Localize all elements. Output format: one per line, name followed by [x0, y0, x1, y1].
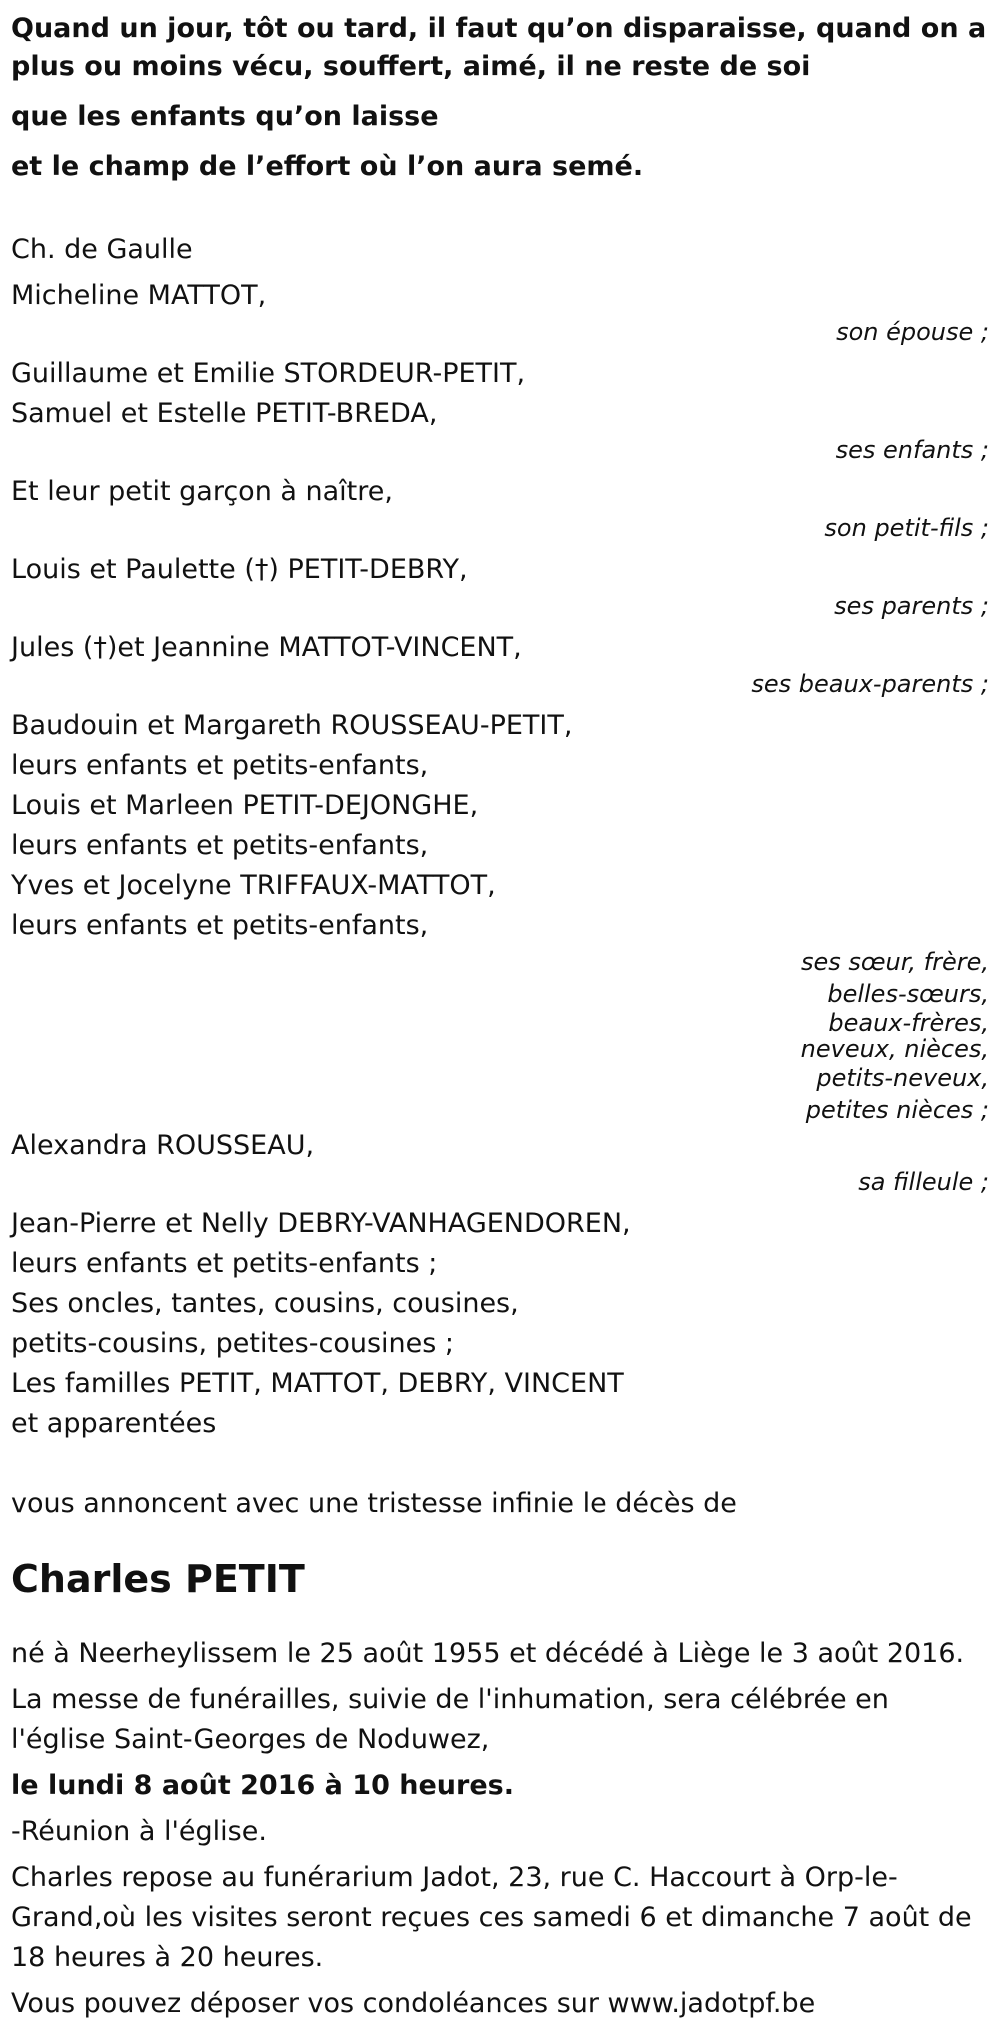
siblings-role: belles-sœurs, [827, 980, 989, 1008]
grandson-name: Et leur petit garçon à naître, [11, 476, 393, 507]
relative-line: et apparentées [11, 1408, 217, 1439]
sibling-line: Baudouin et Margareth ROUSSEAU-PETIT, [11, 710, 573, 741]
condolences-text: Vous pouvez déposer vos condoléances sur www.jadotpf.be [11, 1988, 816, 2019]
in-laws-role: ses beaux-parents ; [751, 670, 989, 698]
siblings-role: petites nièces ; [805, 1096, 989, 1124]
grandson-role: son petit-fils ; [824, 514, 989, 542]
goddaughter-name: Alexandra ROUSSEAU, [11, 1130, 315, 1161]
sibling-line: Yves et Jocelyne TRIFFAUX-MATTOT, [11, 870, 496, 901]
siblings-role: beaux-frères, [828, 1009, 989, 1037]
child-name: Samuel et Estelle PETIT-BREDA, [11, 398, 438, 429]
spouse-name: Micheline MATTOT, [11, 280, 267, 311]
birth-death-text: né à Neerheylissem le 25 août 1955 et décédé à Liège le 3 août 2016. [11, 1638, 965, 1669]
relative-line: petits-cousins, petites-cousines ; [11, 1328, 454, 1359]
relative-line: Ses oncles, tantes, cousins, cousines, [11, 1288, 519, 1319]
relative-line: Jean-Pierre et Nelly DEBRY-VANHAGENDOREN, [11, 1208, 631, 1239]
ceremony-text: La messe de funérailles, suivie de l'inhumation, sera célébrée en l'église Saint-Georges de Noduwez, [11, 1684, 889, 1755]
siblings-role: ses sœur, frère, [800, 948, 989, 976]
parents-name: Louis et Paulette (†) PETIT-DEBRY, [11, 554, 468, 585]
goddaughter-role: sa filleule ; [858, 1168, 989, 1196]
relative-line: leurs enfants et petits-enfants ; [11, 1248, 438, 1279]
sibling-line: Louis et Marleen PETIT-DEJONGHE, [11, 790, 479, 821]
funeral-home-text: Charles repose au funérarium Jadot, 23, rue C. Haccourt à Orp-le-Grand,où les visites seront reçues ces samedi 6 et dimanche 7 août de 18 heures à 20 heures. [11, 1862, 972, 1973]
sibling-line: leurs enfants et petits-enfants, [11, 830, 429, 861]
announcement-text: vous annoncent avec une tristesse infinie le décès de [11, 1488, 737, 1519]
poem-quote [11, 0, 1000, 186]
deceased-name: Charles PETIT [11, 1557, 305, 1601]
sibling-line: leurs enfants et petits-enfants, [11, 750, 429, 781]
poem-author: Ch. de Gaulle [11, 234, 193, 265]
sibling-line: leurs enfants et petits-enfants, [11, 910, 429, 941]
child-name: Guillaume et Emilie STORDEUR-PETIT, [11, 358, 526, 389]
children-role: ses enfants ; [835, 436, 989, 464]
siblings-role: neveux, nièces, [800, 1035, 989, 1063]
siblings-role: petits-neveux, [816, 1064, 989, 1092]
ceremony-datetime: le lundi 8 août 2016 à 10 heures. [11, 1770, 514, 1801]
poem-line: que les enfants qu’on laisse [11, 101, 439, 132]
parents-role: ses parents ; [834, 592, 989, 620]
meeting-text: -Réunion à l'église. [11, 1816, 267, 1847]
poem-line: Quand un jour, tôt ou tard, il faut qu’on disparaisse, quand on a plus ou moins vécu, souffert, aimé, il ne reste de soi [11, 13, 987, 82]
poem-line: et le champ de l’effort où l’on aura semé. [11, 151, 644, 182]
spouse-role: son épouse ; [836, 318, 989, 346]
relative-line: Les familles PETIT, MATTOT, DEBRY, VINCENT [11, 1368, 624, 1399]
in-laws-name: Jules (†)et Jeannine MATTOT-VINCENT, [11, 632, 522, 663]
